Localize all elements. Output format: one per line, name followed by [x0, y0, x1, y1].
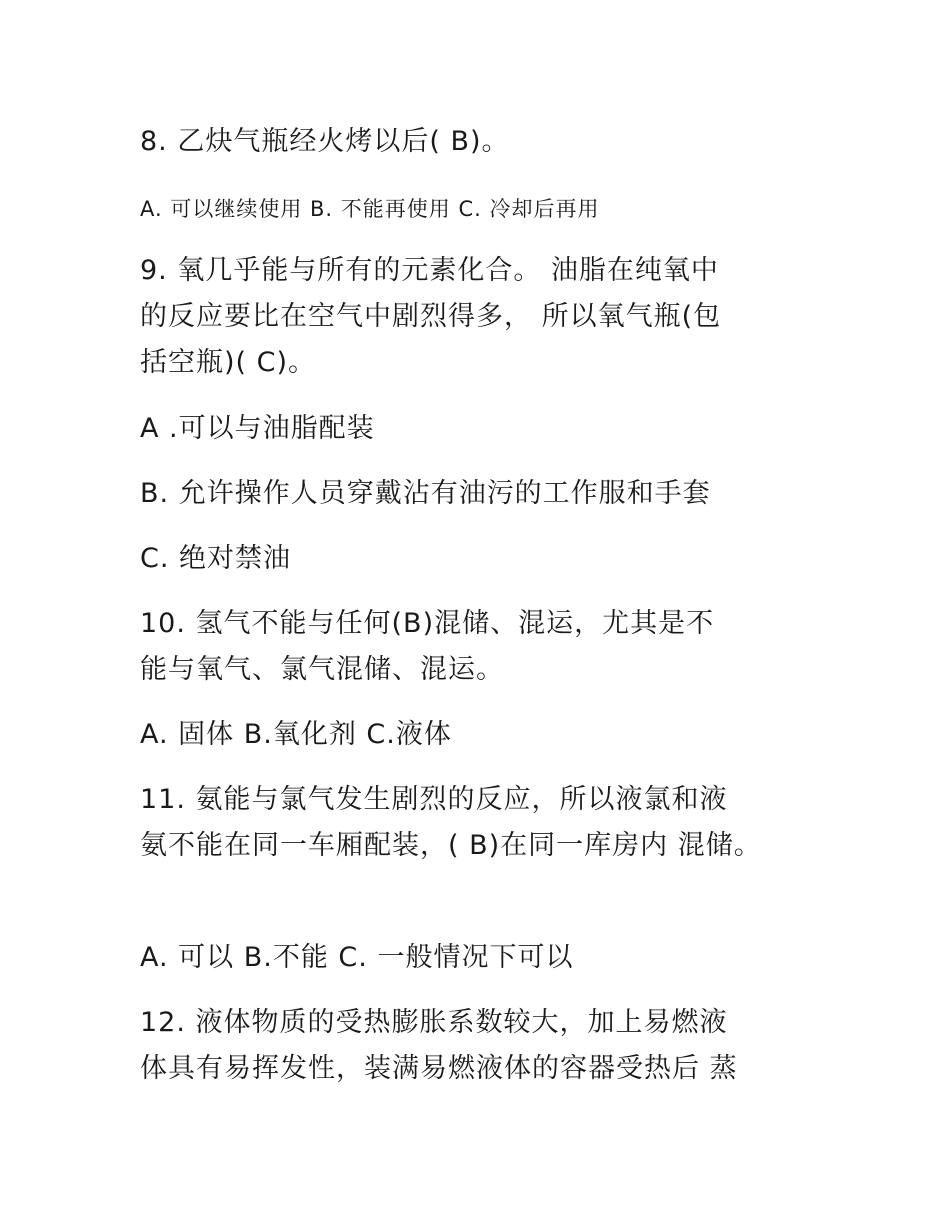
question-10-stem-line-2: 能与氧气、氯气混储、混运。	[140, 654, 504, 685]
question-11-stem-line-1: 11. 氨能与氯气发生剧烈的反应，所以液氯和液	[140, 784, 728, 815]
question-12-stem-line-2: 体具有易挥发性，装满易燃液体的容器受热后 蒸	[140, 1053, 738, 1084]
question-11-stem-line-2: 氨不能在同一车厢配装，( B)在同一库房内 混储。	[140, 830, 762, 861]
question-8-stem: 8. 乙炔气瓶经火烤以后( B)。	[140, 126, 510, 157]
question-11-options: A. 可以 B.不能 C. 一般情况下可以	[140, 942, 574, 973]
question-10-options: A. 固体 B.氧化剂 C.液体	[140, 719, 452, 750]
question-10-stem-line-1: 10. 氢气不能与任何(B)混储、混运，尤其是不	[140, 608, 715, 639]
question-9-stem-line-2: 的反应要比在空气中剧烈得多， 所以氧气瓶(包	[140, 301, 722, 332]
question-8-options: A. 可以继续使用 B. 不能再使用 C. 冷却后再用	[140, 197, 600, 221]
question-9-option-a: A .可以与油脂配装	[140, 413, 375, 444]
question-9-stem-line-3: 括空瓶)( C)。	[140, 347, 317, 378]
question-9-stem-line-1: 9. 氧几乎能与所有的元素化合。 油脂在纯氧中	[140, 255, 719, 286]
question-12-stem-line-1: 12. 液体物质的受热膨胀系数较大，加上易燃液	[140, 1007, 728, 1038]
question-9-option-c: C. 绝对禁油	[140, 543, 292, 574]
question-9-option-b: B. 允许操作人员穿戴沾有油污的工作服和手套	[140, 478, 711, 509]
